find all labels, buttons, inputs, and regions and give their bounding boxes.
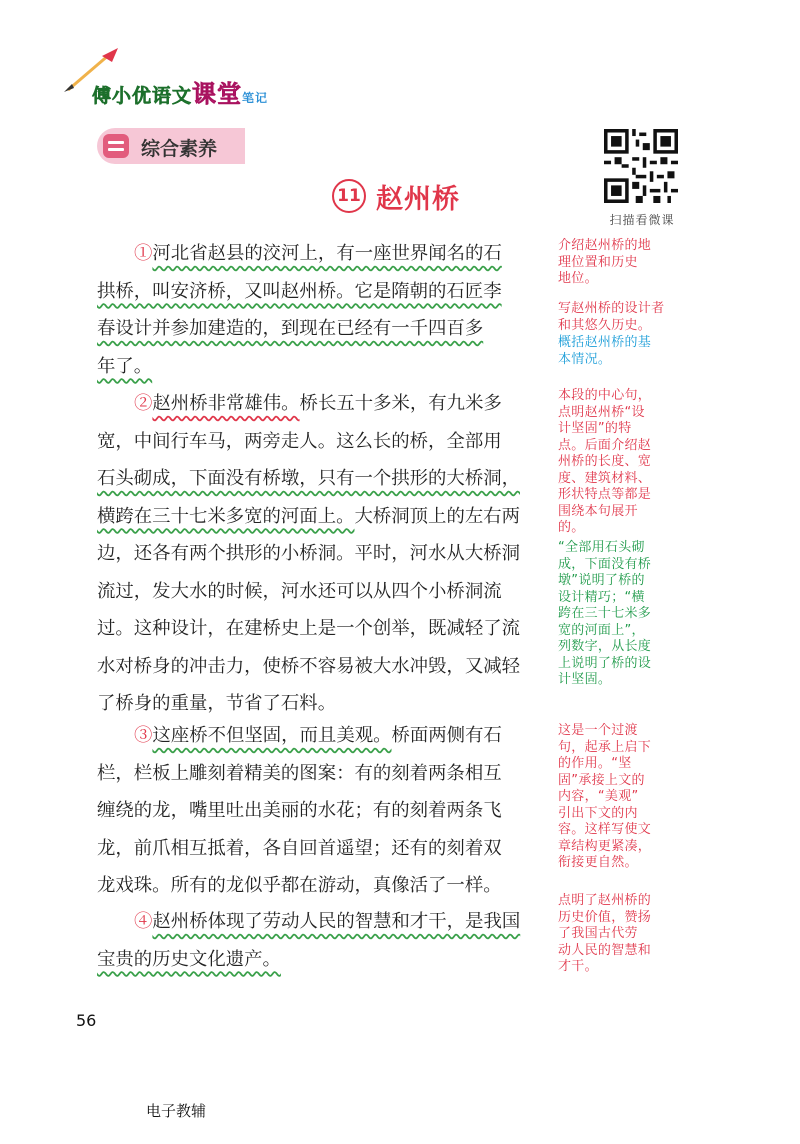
- note-line: 本段的中心句，: [558, 388, 652, 403]
- text-line: 春设计并参加建造的，到现在已经有一千四百多: [97, 318, 484, 339]
- page-number: 56: [76, 1011, 97, 1030]
- margin-note-6: [558, 723, 680, 872]
- section-label: 综合素养: [141, 138, 218, 160]
- paragraph-4: [97, 903, 552, 978]
- note-line: 介绍赵州桥的地: [558, 238, 652, 253]
- paragraph-3: [97, 717, 552, 905]
- note-line: 地位。: [558, 271, 598, 286]
- note-line: 章结构更紧凑，: [558, 838, 652, 854]
- section-mark-icon: [103, 134, 129, 158]
- note-line: 本情况。: [558, 351, 612, 367]
- note-line: 墩”说明了桥的: [558, 573, 645, 588]
- text-line: 龙戏珠。所有的龙似乎都在游动，真像活了一样。: [97, 875, 502, 896]
- note-line: 写赵州桥的设计者: [558, 301, 665, 316]
- note-line: 内容，“美观”: [558, 789, 639, 804]
- margin-note-5: [558, 540, 680, 689]
- text-line: 流过，发大水的时候，河水还可以从四个小桥洞流: [97, 580, 502, 602]
- note-line: 概括赵州桥的基: [558, 335, 652, 350]
- note-line: 点明赵州桥“设: [558, 404, 645, 420]
- note-line: 州桥的长度、宽: [558, 454, 652, 469]
- note-line: 点。后面介绍赵: [558, 437, 652, 453]
- text-line: 水对桥身的冲击力，使桥不容易被大水冲毁，又减轻: [97, 655, 520, 677]
- text-line: 栏，栏板上雕刻着精美的图案：有的刻着两条相互: [97, 762, 502, 784]
- note-line: 的。: [558, 520, 585, 535]
- text-line: 河北省赵县的洨河上，有一座世界闻名的石: [152, 243, 502, 264]
- margin-note-1: [558, 238, 680, 288]
- note-line: 动人民的智慧和: [558, 942, 652, 958]
- paragraph-number: ③: [134, 725, 153, 746]
- footer-label: 电子教辅: [146, 1102, 207, 1120]
- text-line: 过。这种设计，在建桥史上是一个创举，既减轻了流: [97, 618, 520, 639]
- text-line: 缠绕的龙，嘴里吐出美丽的水花；有的刻着两条飞: [97, 800, 502, 821]
- note-line: 和其悠久历史。: [558, 317, 652, 333]
- lesson-title: [332, 174, 460, 218]
- note-line: 度、建筑材料、: [558, 470, 652, 486]
- note-line: 衔接更自然。: [558, 855, 638, 870]
- note-line: 宽的河面上”，: [558, 622, 645, 638]
- text-line: 这座桥不但坚固，而且美观。: [152, 725, 392, 746]
- text-line: 大桥洞顶上的左右两: [354, 505, 521, 527]
- note-line: 句，起承上启下: [558, 739, 652, 755]
- note-line: 历史价值，赞扬: [558, 909, 652, 925]
- note-line: 设计精巧；“横: [558, 589, 645, 605]
- note-line: 固”承接上文的: [558, 772, 645, 788]
- text-line: 龙，前爪相互抵着，各自回首遥望；还有的刻着双: [97, 837, 502, 859]
- note-line: 引出下文的内: [558, 805, 638, 821]
- paragraph-2: [97, 385, 552, 723]
- text-line: 拱桥，叫安济桥，又叫赵州桥。它是隋朝的石匠李: [97, 280, 502, 302]
- brand-part3: 笔记: [242, 91, 269, 105]
- note-line: 才干。: [558, 959, 598, 974]
- brand-logo: [62, 46, 302, 106]
- note-line: 形状特点等都是: [558, 487, 652, 502]
- text-line: 桥面两侧有石: [391, 725, 502, 746]
- paragraph-1: [97, 235, 552, 385]
- note-line: 计坚固。: [558, 672, 612, 687]
- brand-part1: 傅小优语文: [92, 85, 193, 107]
- note-line: 围绕本句展开: [558, 503, 638, 519]
- note-line: 点明了赵州桥的: [558, 893, 652, 908]
- note-line: “全部用石头砌: [558, 540, 645, 555]
- note-line: 计坚固”的特: [558, 421, 632, 436]
- lesson-name: 赵州桥: [376, 183, 460, 215]
- lesson-number: 11: [332, 179, 366, 213]
- paragraph-number: ④: [134, 911, 153, 932]
- note-line: 上说明了桥的设: [558, 655, 652, 671]
- text-line: 桥长五十多米，有九米多: [299, 393, 502, 414]
- margin-note-7: [558, 893, 680, 976]
- note-line: 这是一个过渡: [558, 723, 638, 738]
- margin-note-3: [558, 335, 680, 368]
- text-line: 石头砌成，下面没有桥墩，只有一个拱形的大桥洞，: [97, 468, 520, 489]
- note-line: 理位置和历史: [558, 254, 638, 270]
- text-line: 横跨在三十七米多宽的河面上。: [97, 505, 355, 527]
- text-line: 赵州桥体现了劳动人民的智慧和才干，是我国: [152, 911, 521, 932]
- text-line: 宝贵的历史文化遗产。: [97, 948, 281, 970]
- note-line: 列数字，从长度: [558, 639, 652, 654]
- text-line: 宽，中间行车马，两旁走人。这么长的桥，全部用: [97, 430, 502, 452]
- note-line: 成，下面没有桥: [558, 556, 652, 572]
- qr-code-icon[interactable]: [604, 129, 678, 203]
- margin-note-2: [558, 301, 680, 334]
- text-line: 赵州桥非常雄伟。: [152, 393, 300, 414]
- paragraph-number: ②: [134, 393, 153, 414]
- text-line: 了桥身的重量，节省了石料。: [97, 693, 337, 714]
- brand-title: [92, 74, 268, 109]
- note-line: 的作用。“坚: [558, 756, 632, 771]
- note-line: 了我国古代劳: [558, 926, 638, 941]
- note-line: 跨在三十七米多: [558, 606, 652, 621]
- brand-part2: 课堂: [192, 80, 243, 108]
- section-tag: [97, 128, 245, 164]
- paragraph-number: ①: [134, 243, 153, 264]
- text-line: 年了。: [97, 355, 153, 377]
- qr-caption: 扫描看微课: [609, 213, 675, 227]
- text-line: 边，还各有两个拱形的小桥洞。平时，河水从大桥洞: [97, 543, 520, 564]
- note-line: 容。这样写使文: [558, 822, 652, 837]
- margin-note-4: [558, 388, 680, 537]
